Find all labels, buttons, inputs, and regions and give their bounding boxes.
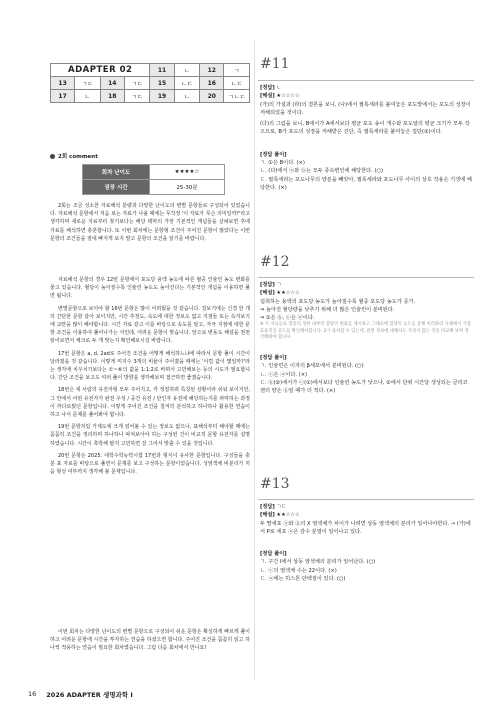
- explain-label: [해설]: [260, 290, 275, 297]
- difficulty-table: [82, 164, 225, 195]
- answer-val: ㄴ: [75, 90, 101, 103]
- difficulty-stars: ★★☆☆☆: [276, 290, 300, 297]
- answer-value: ㄴ: [276, 85, 282, 91]
- comment-heading: [50, 152, 98, 160]
- answer-num: 18: [100, 90, 124, 103]
- answer-num: 16: [200, 77, 224, 90]
- option-item: ㄱ. ①은 B이다. (×): [260, 160, 305, 167]
- comment-heading-text: 2회 comment: [58, 154, 98, 160]
- answer-num: 19: [150, 90, 174, 103]
- difficulty-stars: ★★☆☆☆: [276, 512, 300, 519]
- answer-val: ㄱ: [224, 64, 250, 77]
- time-value: 25-30분: [150, 180, 225, 195]
- option-item: ㄴ. ⓒ은 ⓐ이다. (×): [260, 371, 308, 378]
- answer-table: [50, 63, 250, 103]
- question-number: #11: [260, 56, 290, 72]
- explain-text: ⇒ 높아진 혈당량을 낮추기 위해 더 많은 인슐린이 분비된다.: [260, 306, 395, 313]
- answer-label: [정답]: [260, 282, 275, 288]
- explain-text: (가)의 가설과 (라)의 결론을 보니, (나)에서 필록세라를 붙여놓은 포도밭에서는 포도의 성장이 저해되었을 것이다.: [260, 101, 471, 116]
- divider: [258, 277, 474, 278]
- divider: [258, 80, 474, 81]
- left-body-1: [50, 202, 250, 243]
- note-text: ※ 두 자료들로 혈중의 정한 내부의 혈당의 변화를 제시하고 그래프에 혈당의 농도를 통해 처리하려 사례에서 가장 효율적인 분도를 확인해야합니다. 2가 출처할 수 있는데, 관련 정보에 대해서도 가리지 않는 것을 비교해 보며 생각해봐야 합니다.: [260, 322, 471, 341]
- page-number: 16: [28, 690, 37, 698]
- paragraph: 변별문항으로 보아야 할 16번 문항은 많이 어려웠을 것 같습니다. 걸보기에는 신경 한 개의 간단한 문항 같아 보이지만, 시간 추정도, 속도에 대한 정보도 없고 지점들 또는 속겨보기에 교란을 많이 해야합니다. 시간 자료 같고 이를 바탕으로 속도를 알고, 자극 지점에 대한 문항 조건을 이용하여 풀어나가는 식인데, 어려운 문항이 맞습니다. 앞으로 변동도 해설을 천천 읽어보면서 체크로 두 개 맞는지 확인해보시길 바랍니다.: [50, 305, 250, 345]
- left-body-2: [50, 276, 250, 476]
- paragraph: 이번 회차는 다양한 난이도의 변별 문항으로 구성되어 쉬운 문항은 확실하게 빠르게 풀이하고 어려운 문항에 시간을 투자하는 연습을 하셨으면 합니다. 주어진 조건을 꼼꼼히 읽고 하나씩 적용하는 연습이 필요한 회차였습니다. 그럼 다음 회차에서 만나요!: [50, 629, 250, 652]
- question-number: #13: [260, 476, 290, 492]
- option-item: ㄴ. ⓒ의 염색체 수는 22이다. (×): [260, 567, 337, 574]
- bullet-icon: [50, 154, 55, 159]
- answer-num: 14: [100, 77, 124, 90]
- answer-label: [정답]: [260, 85, 275, 91]
- question-13-body: [260, 503, 472, 583]
- answer-value: ㄱㄷ: [276, 504, 287, 510]
- paragraph: 20번 문항은 2025. 대학수학능력시험 17번과 형식이 유사한 문항입니다. 구성들을 충분 표 자료를 바탕으로 풀면서 문제를 보고 구성하는 문항이었습니다. 성염색체 비분리가 처음 형성 여부까지 생각해 볼 문제입니다.: [50, 452, 250, 476]
- column-divider: [254, 40, 255, 680]
- answer-val: ㄱㄴㄷ: [224, 90, 250, 103]
- time-label: 권장 시간: [83, 180, 150, 195]
- paragraph: 18번은 세 사람의 유전자형 모두 주어지고, 각 정질하려 특칭된 상황이라 쉬워 보이지만, 그 안에서 어떤 유전자가 완전 우성 / 중간 유전 / 단인자 유전에 해당하는지를 파악하는 과정이 까다로웠던 문항입니다. 이렇게 주어진 조건을 철저히 분석하고 하나하나 활용한 연습이 하고 나서 문제를 풀어봐야 합니다.: [50, 387, 250, 419]
- question-12-body: [260, 281, 472, 395]
- left-body-3: [50, 628, 250, 653]
- question-13: [260, 476, 472, 492]
- explain-text: ⇒ ①은 ⓑ, ⓒ은 ⓐ이다.: [260, 315, 315, 322]
- explain-label: [해설]: [260, 93, 275, 100]
- answer-val: ㄱㄷ: [124, 77, 150, 90]
- paragraph: 19번 문항처럼 가계도에 크게 얽어볼 수 있는 정보도 없으나, 표해석부터 해야할 때에는 꼼꼼히 조건을 정리하며 하나하나 따져보아야 하는 구성된 건이 비교적 문항 유전자를 설명하였습니다. 시간이 촉박해 탈지 고민하면 잘 그어서 맞출 수 있을 것입니다.: [50, 424, 250, 447]
- explain-text: (다)의 그림을 보니, B에서가 A에서보다 평균 포도 송이 개수와 포도알의 평균 크기가 모두 작으므로, B가 포도의 성장을 저해받은 진단, 즉 필록세라를 붙여놓은 집단(①)이다.: [260, 121, 470, 136]
- explain-label: [해설]: [260, 512, 275, 519]
- explain-text: 섭취하는 용액의 포도당 농도가 높아질수록 혈중 포도당 농도가 증가.: [260, 298, 416, 305]
- answer-val: ㄱㄷ: [75, 77, 101, 90]
- option-label: [정답 풀이]: [260, 354, 287, 361]
- option-item: ㄷ. 필록세라는 포도나무의 양분을 빼앗아, 필록세라와 포도나무 사이의 상호 작용은 기생에 해당한다. (×): [260, 176, 472, 191]
- question-11: [260, 56, 472, 72]
- answer-num: 20: [200, 90, 224, 103]
- book-title: 2026 ADAPTER 생명과학 I: [46, 691, 133, 699]
- option-label: [정답 풀이]: [260, 151, 287, 158]
- option-item: ㄱ. 구간 Ⅰ에서 상동 염색체의 분리가 일어난다. (○): [260, 559, 376, 566]
- option-item: ㄴ. (다)에서 ⓐ와 ⓑ는 모두 종속변인에 해당한다. (○): [260, 168, 384, 175]
- option-label: [정답 풀이]: [260, 551, 287, 558]
- answer-num: 13: [51, 77, 75, 90]
- answer-value: ㄱ: [276, 282, 282, 288]
- question-12: [260, 254, 472, 270]
- explain-text: 두 딸세포 ⓐ와 ⓑ의 X 염색체가 차이가 나려면 상동 염색체의 분리가 일어나야한다. → (가)에서 P로 세포 ⓐ은 감수 분열이 일어나고 있다.: [260, 520, 471, 535]
- paragraph: 2회는 조금 성소한 자료해석 분량과 다양한 난이도의 변별 문항들로 구성되어 있었습니다. 자료해석 문항에서 처음 보는 자료가 나올 때에는 무작정 '이 자료가 무슨 의미일까?'라고 생각하며 새로운 자료부터 찾기보다는 해당 테마의 가장 기본적인 개념들을 살펴보면 후에 자료를 해석하면 충분합니다. 또 이번 회차에는 문항형 조건이 주어진 문항이 많았다는 이번 문항의 조건들을 절대 빠지게 보지 말고 문항의 조건을 읽기를 바랍니다.: [50, 203, 250, 242]
- answer-num: 15: [150, 77, 174, 90]
- answer-val: ㄴ: [174, 64, 200, 77]
- paragraph: 17번 문항은 a, d, 2ad로 주어진 조건을 어떻게 해석하느냐에 따라서 문항 풀이 시간이 달라졌을 것 같습니다. 이렇게 미지수 3개의 비율이 주어졌을 때에는 '이럴 값이 몇일까?'라는 생각에 치우치기보다는 ①~⑥의 값을 1:1:2로 바꿔서 고민해보는 등의 시도가 필요합니다. 간단 조건을 보고도 여러 풀이 방향을 생각해보며 접근하면 좋겠습니다.: [50, 350, 250, 382]
- divider: [258, 499, 474, 500]
- answer-val: ㄴㄷ: [224, 77, 250, 90]
- answer-val: ㄴㄷ: [174, 77, 200, 90]
- difficulty-label: 회차 난이도: [83, 165, 150, 180]
- question-11-body: [260, 84, 472, 192]
- answer-table-title: ADAPTER 02: [51, 64, 150, 77]
- answer-num: 17: [51, 90, 75, 103]
- option-item: ㄱ. 인슐린은 이자의 β세포에서 분비된다. (○): [260, 363, 364, 370]
- option-item: ㄷ. ⓑ(②)에서가 ⓒ(①)에서보다 인슐린 농도가 낮으나, ②에서 단위 시간당 생성되는 글리코젠의 양은 ⓑ일 때가 더 적다. (×): [260, 379, 468, 395]
- paragraph: 자료해석 문항의 경우 12번 문항에서 포도당 용액 농도에 따른 혈중 인슐린 농도 변화를 물고 있습니다. 혈당이 높아질수록 인슐린 농도도 높아진다는 기본적인 개념을 이용하면 풀면 됩니다.: [50, 277, 250, 300]
- page-footer: [28, 690, 133, 699]
- difficulty-value: ★★★★☆: [150, 165, 225, 180]
- question-number: #12: [260, 254, 290, 270]
- difficulty-stars: ★☆☆☆☆: [276, 93, 300, 100]
- answer-val: ㄴ: [174, 90, 200, 103]
- option-item: ㄷ. ⓐ에는 히스톤 단백질이 있다. (○): [260, 576, 346, 583]
- answer-val: ㄱㄷ: [124, 90, 150, 103]
- answer-num: 11: [150, 64, 174, 77]
- answer-label: [정답]: [260, 504, 275, 510]
- answer-num: 12: [200, 64, 224, 77]
